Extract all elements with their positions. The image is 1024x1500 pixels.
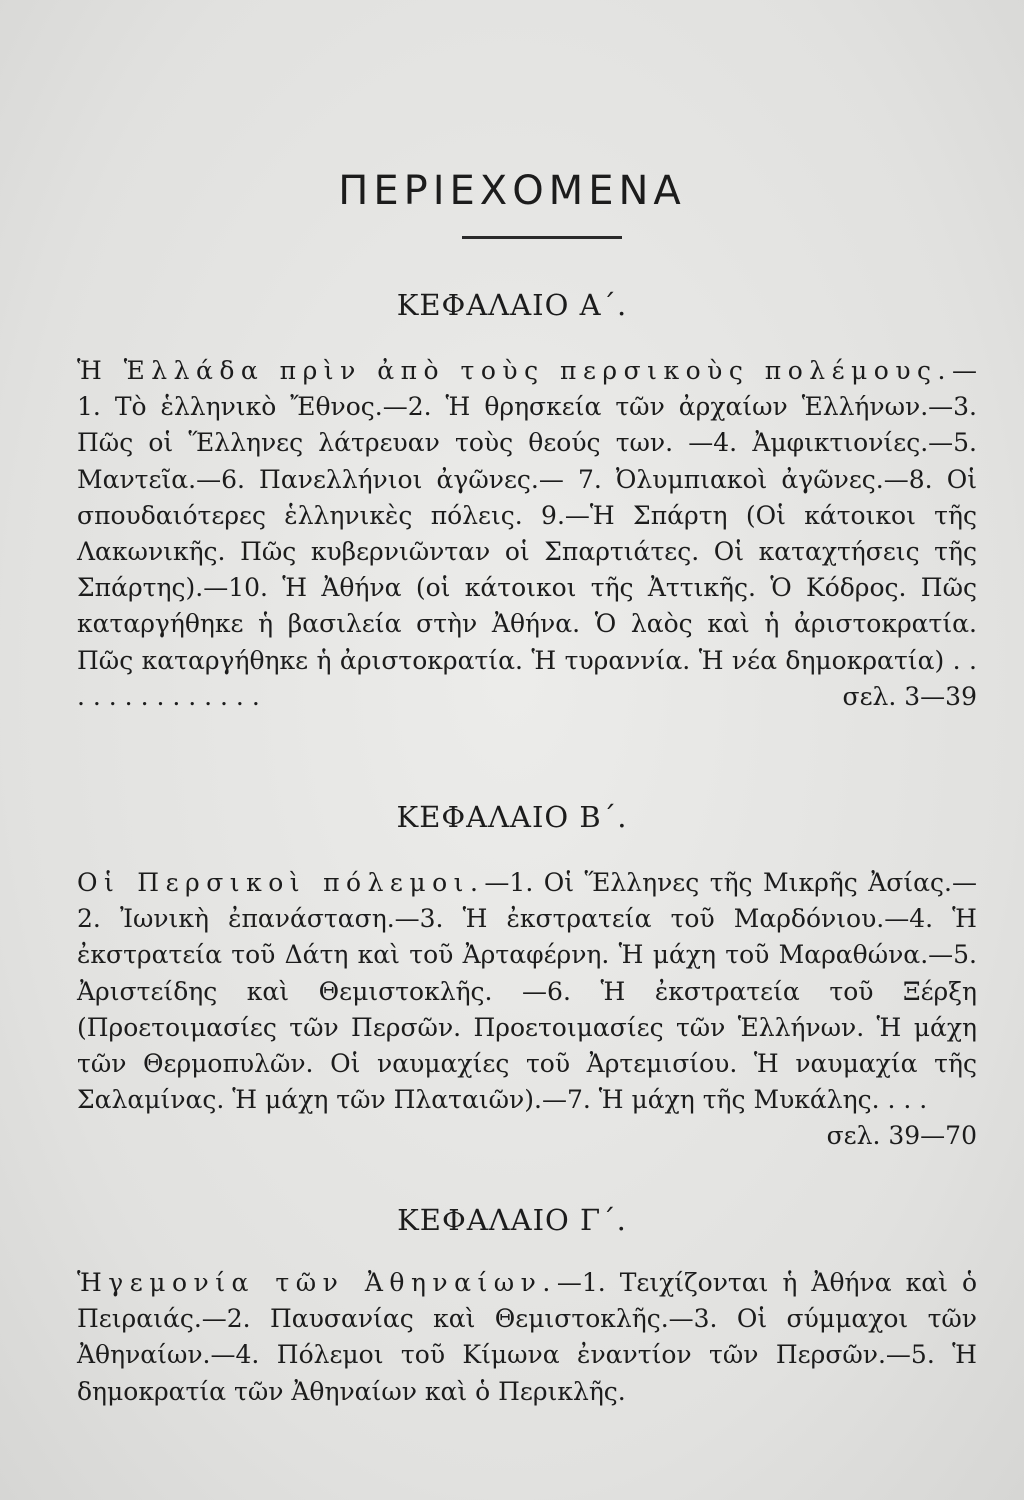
- chapter-b-body: —1. Οἱ Ἕλληνες τῆς Μικρῆς Ἀσίας.—2. Ἰωνικὴ ἐπανάσταση.—3. Ἡ ἐκστρατεία τοῦ Μαρδόνιου.—4. Ἡ ἐκστρατεία τοῦ Δάτη καὶ τοῦ Ἀρταφέρνη. Ἡ μάχη τοῦ Μαραθώνα.—5. Ἀριστείδης καὶ Θεμιστοκλῆς. —6. Ἡ ἐκστρατεία τοῦ Ξέρξη (Προετοιμασίες τῶν Περσῶν. Προετοιμασίες τῶν Ἑλλήνων. Ἡ μάχη τῶν Θερμοπυλῶν. Οἱ ναυμαχίες τοῦ Ἀρτεμισίου. Ἡ ναυμαχία τῆς Σαλαμίνας. Ἡ μάχη τῶν Πλαταιῶν).—7. Ἡ μάχη τῆς Μυκάλης.: [77, 868, 977, 1115]
- chapter-b-contents: [77, 865, 977, 1155]
- chapter-b-title: Οἱ Περσικοὶ πόλεμοι.: [77, 868, 485, 897]
- chapter-c-body: —1. Τειχίζονται ἡ Ἀθήνα καὶ ὁ Πειραιάς.—2. Παυσανίας καὶ Θεμιστοκλῆς.—3. Οἱ σύμμαχοι τῶν Ἀθηναίων.—4. Πόλεμοι τοῦ Κίμωνα ἐναντίον τῶν Περσῶν.—5. Ἡ δημοκρατία τῶν Ἀθηναίων καὶ ὁ Περικλῆς.: [77, 1268, 977, 1406]
- chapter-b-leader: . . .: [887, 1085, 928, 1115]
- title-rule: [462, 236, 622, 239]
- chapter-b-pages: σελ. 39—70: [826, 1121, 977, 1151]
- chapter-a-pages: σελ. 3—39: [842, 681, 977, 711]
- page-title: ΠΕΡΙΕΧΟΜΕΝΑ: [338, 168, 686, 214]
- chapter-a-body: —1. Τὸ ἑλληνικὸ Ἔθνος.—2. Ἡ θρησκεία τῶν ἀρχαίων Ἑλλήνων.—3. Πῶς οἱ Ἕλληνες λάτρευαν τοὺς θεούς των. —4. Ἀμφικτιονίες.—5. Μαντεῖα.—6. Πανελλήνιοι ἀγῶνες.— 7. Ὀλυμπιακοὶ ἀγῶνες.—8. Οἱ σπουδαιότερες ἑλληνικὲς πόλεις. 9.—Ἡ Σπάρτη (Οἱ κάτοικοι τῆς Λακωνικῆς. Πῶς κυβερνιῶνταν οἱ Σπαρτιάτες. Οἱ καταχτήσεις τῆς Σπάρτης).—10. Ἡ Ἀθήνα (οἱ κάτοικοι τῆς Ἀττικῆς. Ὁ Κόδρος. Πῶς καταργήθηκε ἡ βασιλεία στὴν Ἀθήνα. Ὁ λαὸς καὶ ἡ ἀριστοκρατία. Πῶς καταργήθηκε ἡ ἀριστοκρατία. Ἡ τυραννία. Ἡ νέα δημοκρατία): [77, 356, 977, 675]
- chapter-heading-c: ΚΕΦΑΛΑΙΟ Γ΄.: [397, 1203, 627, 1237]
- chapter-heading-a: ΚΕΦΑΛΑΙΟ Α΄.: [396, 288, 628, 322]
- chapter-a-contents: [77, 353, 977, 715]
- chapter-a-title: Ἡ Ἑλλάδα πρὶν ἀπὸ τοὺς περσικοὺς πολέμους.: [77, 356, 952, 385]
- chapter-heading-b: ΚΕΦΑΛΑΙΟ Β΄.: [396, 800, 628, 834]
- chapter-c-title: Ἡγεμονία τῶν Ἀθηναίων.: [77, 1268, 557, 1297]
- chapter-c-contents: [77, 1265, 977, 1410]
- chapter-a-leader: . . . . . . . . . . . . . .: [77, 645, 978, 711]
